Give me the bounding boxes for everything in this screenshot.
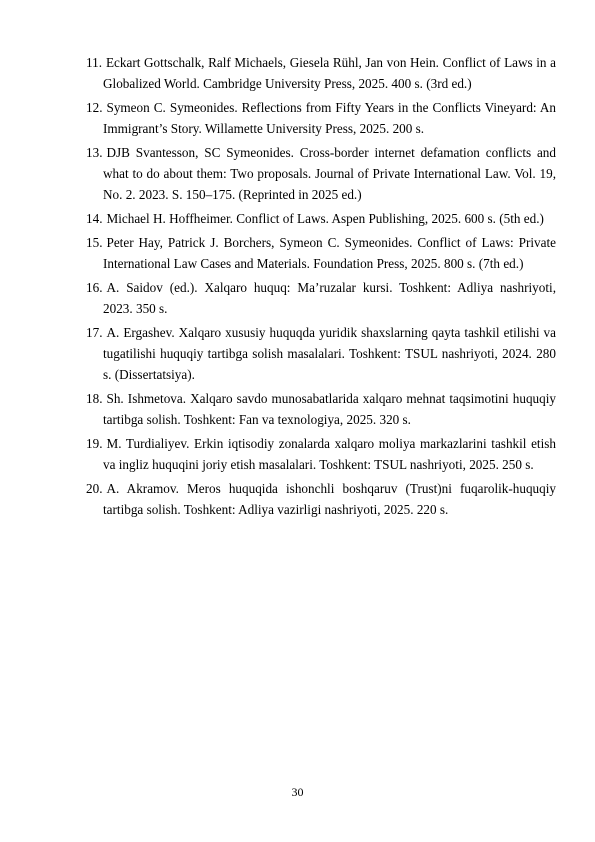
reference-item	[86, 277, 556, 319]
reference-item	[86, 208, 556, 229]
reference-item	[86, 478, 556, 520]
reference-text: M. Turdialiyev. Erkin iqtisodiy zonalarda xalqaro moliya markazlarini tashkil etish va ingliz huquqini joriy etish masalalari. Toshkent: TSUL nashriyoti, 2025. 250 s.	[103, 436, 556, 472]
reference-text: A. Ergashev. Xalqaro xususiy huquqda yuridik shaxslarning qayta tashkil etilishi va tugatilishi huquqiy tartibga solish masalalari. Toshkent: TSUL nashriyoti, 2024. 280 s. (Dissertatsiya).	[103, 325, 556, 382]
reference-item	[86, 97, 556, 139]
reference-number: 18.	[86, 391, 103, 406]
reference-text: Symeon C. Symeonides. Reflections from Fifty Years in the Conflicts Vineyard: An Immigrant’s Story. Willamette University Press, 2025. 200 s.	[103, 100, 556, 136]
reference-number: 12.	[86, 100, 103, 115]
reference-item	[86, 322, 556, 385]
reference-number: 16.	[86, 280, 103, 295]
reference-number: 20.	[86, 481, 103, 496]
reference-number: 13.	[86, 145, 103, 160]
reference-item	[86, 388, 556, 430]
reference-number: 15.	[86, 235, 103, 250]
reference-text: Michael H. Hoffheimer. Conflict of Laws. Aspen Publishing, 2025. 600 s. (5th ed.)	[106, 211, 544, 226]
reference-item	[86, 232, 556, 274]
reference-number: 17.	[86, 325, 103, 340]
page-number: 30	[291, 785, 304, 799]
reference-list	[86, 52, 556, 523]
reference-item	[86, 142, 556, 205]
reference-text: A. Akramov. Meros huquqida ishonchli boshqaruv (Trust)ni fuqarolik-huquqiy tartibga solish. Toshkent: Adliya vazirligi nashriyoti, 2025. 220 s.	[103, 481, 556, 517]
reference-number: 14.	[86, 211, 103, 226]
reference-number: 19.	[86, 436, 103, 451]
reference-item	[86, 433, 556, 475]
reference-text: A. Saidov (ed.). Xalqaro huquq: Ma’ruzalar kursi. Toshkent: Adliya nashriyoti, 2023. 350 s.	[103, 280, 556, 316]
reference-text: Sh. Ishmetova. Xalqaro savdo munosabatlarida xalqaro mehnat taqsimotini huquqiy tartibga solish. Toshkent: Fan va texnologiya, 2025. 320 s.	[103, 391, 556, 427]
reference-text: Eckart Gottschalk, Ralf Michaels, Giesela Rühl, Jan von Hein. Conflict of Laws in a Globalized World. Cambridge University Press, 2025. 400 s. (3rd ed.)	[103, 55, 556, 91]
reference-number: 11.	[86, 55, 102, 70]
reference-text: DJB Svantesson, SC Symeonides. Cross-border internet defamation conflicts and what to do about them: Two proposals. Journal of Private International Law. Vol. 19, No. 2. 2023. S. 150–175. (Reprinted in 2025 ed.)	[103, 145, 556, 202]
reference-text: Peter Hay, Patrick J. Borchers, Symeon C. Symeonides. Conflict of Laws: Private International Law Cases and Materials. Foundation Press, 2025. 800 s. (7th ed.)	[103, 235, 556, 271]
reference-item	[86, 52, 556, 94]
